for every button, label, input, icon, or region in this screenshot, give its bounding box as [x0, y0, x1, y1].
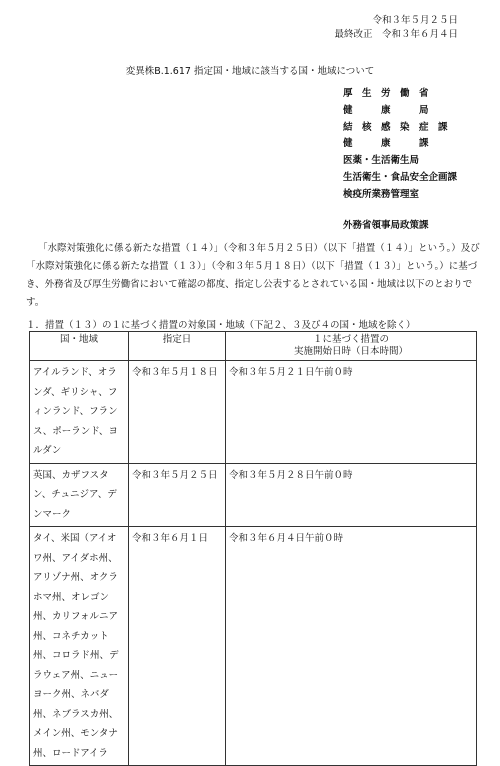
- issuer-line: 生活衛生・食品安全企画課: [343, 171, 458, 183]
- row-designation-date: 令和３年５月２５日: [129, 463, 226, 527]
- row-designation-date: 令和３年５月１８日: [129, 361, 226, 464]
- issue-date: 令和３年５月２５日: [372, 15, 458, 26]
- header-start-line1: １に基づく措置の: [312, 334, 389, 345]
- section-title: １．措置（１３）の１に基づく措置の対象国・地域（下記２、３及び４の国・地域を除く）: [26, 320, 416, 331]
- table-row: [30, 463, 477, 527]
- issuer-line: 健 康 局: [343, 104, 429, 116]
- document-subject: 変異株B.1.617 指定国・地域に該当する国・地域について: [125, 66, 375, 77]
- row-start: 令和３年５月２８日午前０時: [226, 463, 477, 527]
- header-start: [226, 332, 477, 361]
- row-countries: アイルランド、オランダ、ギリシャ、フィンランド、フランス、ポーランド、ヨルダン: [30, 361, 129, 464]
- row-start: 令和３年５月２１日午前０時: [226, 361, 477, 464]
- issuer-line: 健 康 課: [343, 138, 429, 150]
- issuer-line: 厚 生 労 働 省: [343, 88, 429, 99]
- row-designation-date: 令和３年６月１日: [129, 527, 226, 766]
- country-table: [29, 331, 477, 766]
- row-countries: タイ、米国（アイオワ州、アイダホ州、アリゾナ州、オクラホマ州、オレゴン州、カリフォルニア州、コネチカット州、コロラド州、デラウェア州、ニューヨーク州、ネバダ州、ネブラスカ州、メイン州、モンタナ州、ロードアイラ: [30, 527, 129, 766]
- body-paragraph: 「水際対策強化に係る新たな措置（１４）」（令和３年５月２５日）（以下「措置（１４）」という。）及び「水際対策強化に係る新たな措置（１３）」（令和３年５月１８日）（以下「措置（１３）」という。）に基づき、外務省及び厚生労働省において確認の都度、指定し公表するとされている国・地域は以下のとおりです。: [26, 243, 480, 308]
- issuer-line: 検疫所業務管理室: [343, 188, 420, 200]
- table-header-row: [30, 332, 477, 361]
- header-country: 国・地域: [30, 332, 129, 361]
- header-start-line2: 実施開始日時（日本時間）: [293, 346, 408, 357]
- table-row: [30, 361, 477, 464]
- row-start: 令和３年６月４日午前０時: [226, 527, 477, 766]
- issuer-list: [343, 86, 457, 234]
- table-row: [30, 527, 477, 766]
- issuer-mofa: 外務省領事局政策課: [343, 219, 429, 231]
- header-designation-date: 指定日: [129, 332, 226, 361]
- row-countries: 英国、カザフスタン、チュニジア、デンマーク: [30, 463, 129, 527]
- revision-date: 最終改正 令和３年６月４日: [334, 29, 458, 40]
- issuer-line: 結 核 感 染 症 課: [343, 121, 448, 133]
- issuer-line: 医薬・生活衛生局: [343, 155, 420, 167]
- document-dates: [334, 14, 458, 42]
